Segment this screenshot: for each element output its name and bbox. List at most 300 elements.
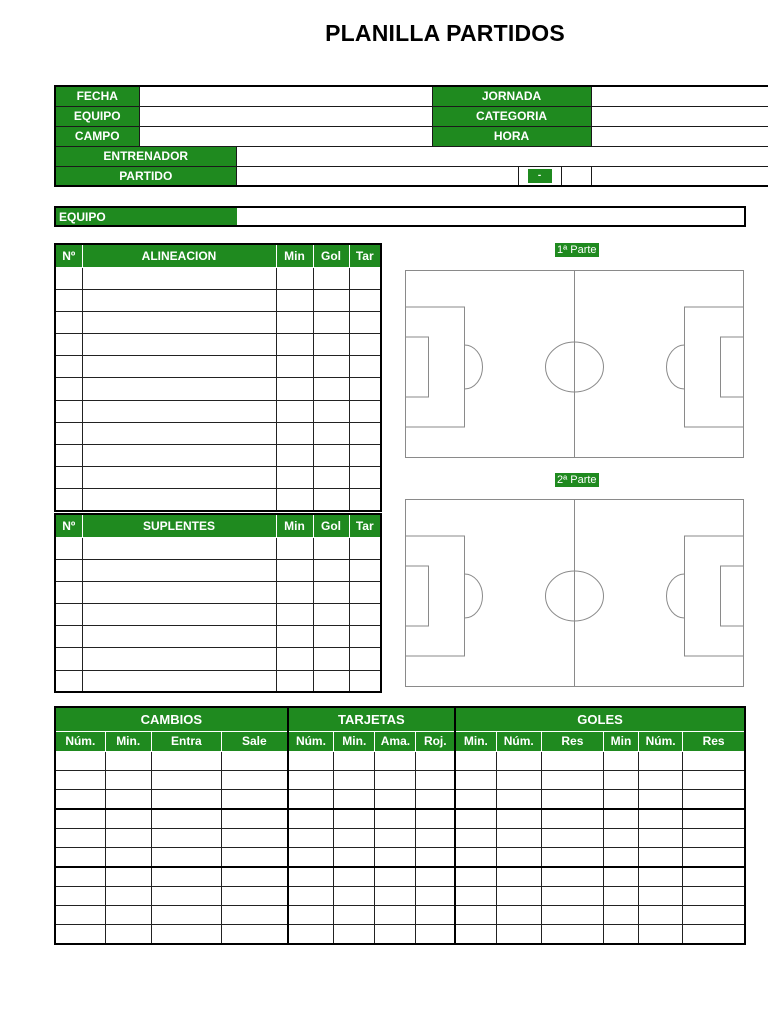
lineup-cell[interactable] — [313, 467, 349, 489]
substitutes-cell[interactable] — [82, 626, 276, 648]
lineup-cell[interactable] — [313, 267, 349, 289]
events-cell[interactable] — [375, 925, 416, 944]
lineup-cell[interactable] — [349, 267, 381, 289]
lineup-cell[interactable] — [313, 445, 349, 467]
goles-header: GOLES — [455, 707, 745, 731]
events-cell[interactable] — [455, 770, 496, 789]
partido-score-field[interactable] — [561, 166, 591, 186]
events-cell[interactable] — [334, 867, 375, 886]
match-info-table — [54, 85, 768, 187]
substitutes-cell[interactable] — [55, 648, 82, 670]
fecha-label: FECHA — [55, 86, 139, 106]
events-row — [55, 905, 745, 924]
events-col-header: Entra — [151, 731, 221, 751]
events-cell[interactable] — [105, 790, 151, 809]
lineup-cell[interactable] — [55, 445, 82, 467]
score-separator-cell — [518, 166, 561, 186]
categoria-field[interactable] — [591, 106, 768, 126]
lineup-cell[interactable] — [349, 356, 381, 378]
events-cell[interactable] — [55, 828, 105, 847]
fecha-field[interactable] — [139, 86, 432, 106]
events-cell[interactable] — [55, 847, 105, 866]
events-cell[interactable] — [455, 828, 496, 847]
lineup-cell[interactable] — [349, 378, 381, 400]
partido-home-field[interactable] — [236, 166, 518, 186]
events-cell[interactable] — [416, 809, 455, 828]
lineup-row — [55, 445, 381, 467]
substitutes-cell[interactable] — [55, 537, 82, 559]
events-cell[interactable] — [334, 790, 375, 809]
events-cell[interactable] — [55, 770, 105, 789]
events-cell[interactable] — [496, 905, 541, 924]
subs-header-name: SUPLENTES — [82, 514, 276, 537]
substitutes-cell[interactable] — [313, 581, 349, 603]
events-cell[interactable] — [683, 867, 745, 886]
substitutes-cell[interactable] — [276, 604, 313, 626]
lineup-cell[interactable] — [82, 445, 276, 467]
events-row — [55, 828, 745, 847]
events-row — [55, 770, 745, 789]
substitutes-cell[interactable] — [82, 604, 276, 626]
events-cell[interactable] — [288, 751, 334, 770]
lineup-cell[interactable] — [276, 400, 313, 422]
lineup-header-name: ALINEACION — [82, 244, 276, 267]
events-cell[interactable] — [639, 867, 683, 886]
substitutes-cell[interactable] — [313, 537, 349, 559]
events-cell[interactable] — [455, 886, 496, 905]
events-cell[interactable] — [105, 847, 151, 866]
lineup-cell[interactable] — [55, 289, 82, 311]
events-cell[interactable] — [334, 886, 375, 905]
events-cell[interactable] — [603, 809, 638, 828]
lineup-cell[interactable] — [313, 334, 349, 356]
entrenador-field[interactable] — [236, 146, 768, 166]
substitutes-cell[interactable] — [276, 670, 313, 692]
partido-away-field[interactable] — [591, 166, 768, 186]
events-cell[interactable] — [221, 886, 287, 905]
substitutes-cell[interactable] — [313, 648, 349, 670]
lineup-cell[interactable] — [313, 422, 349, 444]
substitutes-cell[interactable] — [349, 604, 381, 626]
lineup-cell[interactable] — [313, 400, 349, 422]
lineup-header-gol: Gol — [313, 244, 349, 267]
events-cell[interactable] — [288, 809, 334, 828]
events-cell[interactable] — [683, 886, 745, 905]
events-cell[interactable] — [455, 751, 496, 770]
pitch-diagram — [405, 270, 744, 458]
substitutes-cell[interactable] — [276, 537, 313, 559]
lineup-cell[interactable] — [55, 378, 82, 400]
lineup-cell[interactable] — [276, 311, 313, 333]
lineup-cell[interactable] — [349, 445, 381, 467]
events-cell[interactable] — [639, 886, 683, 905]
lineup-cell[interactable] — [349, 467, 381, 489]
events-cell[interactable] — [55, 809, 105, 828]
events-cell[interactable] — [288, 925, 334, 944]
events-cell[interactable] — [683, 828, 745, 847]
events-cell[interactable] — [375, 809, 416, 828]
substitutes-cell[interactable] — [82, 537, 276, 559]
hora-label: HORA — [432, 126, 591, 146]
events-cell[interactable] — [375, 905, 416, 924]
events-cell[interactable] — [639, 751, 683, 770]
events-cell[interactable] — [151, 770, 221, 789]
events-cell[interactable] — [416, 751, 455, 770]
events-cell[interactable] — [221, 828, 287, 847]
events-col-header: Núm. — [496, 731, 541, 751]
lineup-cell[interactable] — [82, 356, 276, 378]
first-half-field[interactable] — [405, 270, 744, 458]
subs-header-tar: Tar — [349, 514, 381, 537]
tarjetas-header: TARJETAS — [288, 707, 455, 731]
lineup-table — [54, 243, 382, 512]
lineup-cell[interactable] — [349, 289, 381, 311]
lineup-row — [55, 422, 381, 444]
events-cell[interactable] — [221, 770, 287, 789]
lineup-cell[interactable] — [55, 400, 82, 422]
events-cell[interactable] — [683, 770, 745, 789]
jornada-label: JORNADA — [432, 86, 591, 106]
lineup-cell[interactable] — [313, 356, 349, 378]
events-cell[interactable] — [334, 809, 375, 828]
events-cell[interactable] — [496, 867, 541, 886]
lineup-cell[interactable] — [349, 422, 381, 444]
events-col-header: Roj. — [416, 731, 455, 751]
events-cell[interactable] — [375, 828, 416, 847]
events-col-header: Núm. — [288, 731, 334, 751]
lineup-cell[interactable] — [82, 489, 276, 511]
partido-label: PARTIDO — [55, 166, 236, 186]
events-cell[interactable] — [639, 925, 683, 944]
events-cell[interactable] — [55, 886, 105, 905]
events-cell[interactable] — [541, 886, 603, 905]
events-cell[interactable] — [496, 751, 541, 770]
events-cell[interactable] — [496, 925, 541, 944]
events-cell[interactable] — [151, 847, 221, 866]
events-cell[interactable] — [151, 751, 221, 770]
events-cell[interactable] — [639, 847, 683, 866]
substitutes-cell[interactable] — [313, 604, 349, 626]
events-cell[interactable] — [603, 770, 638, 789]
events-col-header: Núm. — [639, 731, 683, 751]
events-cell[interactable] — [334, 770, 375, 789]
campo-field[interactable] — [139, 126, 432, 146]
lineup-cell[interactable] — [276, 334, 313, 356]
events-cell[interactable] — [683, 790, 745, 809]
events-col-header: Núm. — [55, 731, 105, 751]
events-cell[interactable] — [683, 809, 745, 828]
substitutes-cell[interactable] — [55, 559, 82, 581]
lineup-header-tar: Tar — [349, 244, 381, 267]
substitutes-row — [55, 559, 381, 581]
events-cell[interactable] — [416, 790, 455, 809]
lineup-row — [55, 289, 381, 311]
events-cell[interactable] — [334, 905, 375, 924]
substitutes-cell[interactable] — [349, 559, 381, 581]
substitutes-cell[interactable] — [276, 559, 313, 581]
lineup-cell[interactable] — [82, 400, 276, 422]
events-cell[interactable] — [416, 847, 455, 866]
events-cell[interactable] — [541, 770, 603, 789]
lineup-cell[interactable] — [55, 422, 82, 444]
events-cell[interactable] — [541, 809, 603, 828]
events-cell[interactable] — [105, 925, 151, 944]
events-cell[interactable] — [455, 790, 496, 809]
events-cell[interactable] — [221, 809, 287, 828]
lineup-cell[interactable] — [55, 489, 82, 511]
lineup-cell[interactable] — [82, 334, 276, 356]
lineup-cell[interactable] — [55, 267, 82, 289]
lineup-row — [55, 489, 381, 511]
substitutes-cell[interactable] — [276, 648, 313, 670]
substitutes-cell[interactable] — [55, 670, 82, 692]
events-cell[interactable] — [455, 847, 496, 866]
events-cell[interactable] — [603, 867, 638, 886]
events-cell[interactable] — [288, 770, 334, 789]
events-cell[interactable] — [221, 790, 287, 809]
subs-header-gol: Gol — [313, 514, 349, 537]
lineup-cell[interactable] — [82, 467, 276, 489]
events-cell[interactable] — [151, 867, 221, 886]
subs-header-num: Nº — [55, 514, 82, 537]
substitutes-cell[interactable] — [349, 581, 381, 603]
lineup-cell[interactable] — [82, 289, 276, 311]
lineup-cell[interactable] — [82, 267, 276, 289]
events-cell[interactable] — [334, 751, 375, 770]
lineup-row — [55, 334, 381, 356]
lineup-cell[interactable] — [276, 489, 313, 511]
jornada-field[interactable] — [591, 86, 768, 106]
lineup-cell[interactable] — [276, 445, 313, 467]
lineup-row — [55, 467, 381, 489]
events-cell[interactable] — [105, 809, 151, 828]
events-cell[interactable] — [151, 790, 221, 809]
events-cell[interactable] — [288, 886, 334, 905]
events-cell[interactable] — [603, 751, 638, 770]
substitutes-row — [55, 626, 381, 648]
substitutes-row — [55, 537, 381, 559]
events-cell[interactable] — [603, 828, 638, 847]
events-row — [55, 886, 745, 905]
events-cell[interactable] — [288, 867, 334, 886]
events-col-header: Min. — [334, 731, 375, 751]
substitutes-cell[interactable] — [55, 626, 82, 648]
events-cell[interactable] — [541, 828, 603, 847]
substitutes-cell[interactable] — [349, 670, 381, 692]
events-cell[interactable] — [288, 790, 334, 809]
events-cell[interactable] — [375, 867, 416, 886]
lineup-cell[interactable] — [349, 400, 381, 422]
events-cell[interactable] — [221, 847, 287, 866]
events-cell[interactable] — [221, 751, 287, 770]
lineup-row — [55, 378, 381, 400]
events-cell[interactable] — [683, 751, 745, 770]
events-cell[interactable] — [105, 751, 151, 770]
events-cell[interactable] — [55, 751, 105, 770]
substitutes-cell[interactable] — [55, 581, 82, 603]
events-table — [54, 706, 746, 945]
lineup-cell[interactable] — [313, 489, 349, 511]
lineup-cell[interactable] — [313, 378, 349, 400]
events-cell[interactable] — [416, 770, 455, 789]
events-cell[interactable] — [416, 905, 455, 924]
events-col-header: Sale — [221, 731, 287, 751]
lineup-row — [55, 356, 381, 378]
equipo-field[interactable] — [139, 106, 432, 126]
events-row — [55, 809, 745, 828]
events-cell[interactable] — [496, 828, 541, 847]
events-cell[interactable] — [639, 809, 683, 828]
events-col-header: Res — [683, 731, 745, 751]
substitutes-cell[interactable] — [313, 559, 349, 581]
events-cell[interactable] — [105, 886, 151, 905]
lineup-cell[interactable] — [55, 334, 82, 356]
events-cell[interactable] — [639, 770, 683, 789]
substitutes-cell[interactable] — [82, 559, 276, 581]
events-col-header: Res — [541, 731, 603, 751]
events-cell[interactable] — [375, 751, 416, 770]
substitutes-cell[interactable] — [82, 670, 276, 692]
events-cell[interactable] — [221, 925, 287, 944]
lineup-cell[interactable] — [276, 422, 313, 444]
events-cell[interactable] — [375, 847, 416, 866]
events-cell[interactable] — [496, 809, 541, 828]
events-cell[interactable] — [151, 905, 221, 924]
events-cell[interactable] — [334, 828, 375, 847]
events-cell[interactable] — [55, 925, 105, 944]
team-bar — [54, 206, 746, 227]
substitutes-table — [54, 513, 382, 693]
events-cell[interactable] — [105, 770, 151, 789]
substitutes-cell[interactable] — [276, 581, 313, 603]
events-cell[interactable] — [416, 867, 455, 886]
events-cell[interactable] — [151, 925, 221, 944]
events-cell[interactable] — [455, 809, 496, 828]
lineup-cell[interactable] — [82, 378, 276, 400]
events-cell[interactable] — [221, 905, 287, 924]
events-cell[interactable] — [55, 905, 105, 924]
events-cell[interactable] — [603, 925, 638, 944]
substitutes-cell[interactable] — [313, 626, 349, 648]
lineup-cell[interactable] — [82, 311, 276, 333]
substitutes-row — [55, 581, 381, 603]
lineup-cell[interactable] — [276, 289, 313, 311]
events-cell[interactable] — [603, 886, 638, 905]
events-cell[interactable] — [541, 790, 603, 809]
events-cell[interactable] — [151, 809, 221, 828]
events-cell[interactable] — [375, 770, 416, 789]
subs-header-min: Min — [276, 514, 313, 537]
substitutes-cell[interactable] — [349, 626, 381, 648]
events-cell[interactable] — [541, 751, 603, 770]
lineup-cell[interactable] — [313, 311, 349, 333]
hora-field[interactable] — [591, 126, 768, 146]
lineup-cell[interactable] — [276, 378, 313, 400]
substitutes-cell[interactable] — [276, 626, 313, 648]
events-cell[interactable] — [541, 905, 603, 924]
substitutes-cell[interactable] — [313, 670, 349, 692]
pitch-diagram — [405, 499, 744, 687]
events-cell[interactable] — [416, 886, 455, 905]
events-cell[interactable] — [496, 847, 541, 866]
events-cell[interactable] — [334, 925, 375, 944]
events-cell[interactable] — [288, 905, 334, 924]
lineup-cell[interactable] — [55, 311, 82, 333]
second-half-field[interactable] — [405, 499, 744, 687]
events-cell[interactable] — [496, 790, 541, 809]
substitutes-cell[interactable] — [55, 604, 82, 626]
events-cell[interactable] — [541, 847, 603, 866]
events-cell[interactable] — [683, 925, 745, 944]
lineup-cell[interactable] — [55, 356, 82, 378]
lineup-cell[interactable] — [349, 334, 381, 356]
substitutes-cell[interactable] — [82, 648, 276, 670]
score-separator: - — [528, 169, 552, 183]
substitutes-cell[interactable] — [349, 537, 381, 559]
events-cell[interactable] — [683, 847, 745, 866]
events-cell[interactable] — [416, 828, 455, 847]
events-cell[interactable] — [496, 770, 541, 789]
page-title: PLANILLA PARTIDOS — [325, 20, 565, 46]
events-cell[interactable] — [221, 867, 287, 886]
events-cell[interactable] — [683, 905, 745, 924]
events-cell[interactable] — [334, 847, 375, 866]
events-row — [55, 925, 745, 944]
substitutes-cell[interactable] — [349, 648, 381, 670]
substitutes-cell[interactable] — [82, 581, 276, 603]
events-cell[interactable] — [55, 790, 105, 809]
events-cell[interactable] — [105, 828, 151, 847]
events-cell[interactable] — [375, 790, 416, 809]
lineup-cell[interactable] — [55, 467, 82, 489]
events-cell[interactable] — [496, 886, 541, 905]
categoria-label: CATEGORIA — [432, 106, 591, 126]
events-cell[interactable] — [639, 790, 683, 809]
events-cell[interactable] — [541, 925, 603, 944]
events-cell[interactable] — [375, 886, 416, 905]
events-cell[interactable] — [603, 847, 638, 866]
second-half-label: 2ª Parte — [557, 474, 597, 486]
events-cell[interactable] — [151, 886, 221, 905]
lineup-cell[interactable] — [276, 467, 313, 489]
events-cell[interactable] — [455, 867, 496, 886]
events-cell[interactable] — [603, 905, 638, 924]
team-bar-field[interactable] — [237, 207, 745, 226]
events-cell[interactable] — [639, 905, 683, 924]
events-cell[interactable] — [639, 828, 683, 847]
events-cell[interactable] — [105, 905, 151, 924]
team-bar-label: EQUIPO — [55, 207, 237, 226]
events-cell[interactable] — [288, 828, 334, 847]
lineup-cell[interactable] — [349, 311, 381, 333]
lineup-cell[interactable] — [276, 267, 313, 289]
lineup-cell[interactable] — [82, 422, 276, 444]
events-cell[interactable] — [416, 925, 455, 944]
substitutes-row — [55, 648, 381, 670]
lineup-cell[interactable] — [349, 489, 381, 511]
events-cell[interactable] — [541, 867, 603, 886]
events-cell[interactable] — [455, 905, 496, 924]
events-cell[interactable] — [151, 828, 221, 847]
events-cell[interactable] — [288, 847, 334, 866]
events-cell[interactable] — [105, 867, 151, 886]
lineup-row — [55, 267, 381, 289]
lineup-cell[interactable] — [313, 289, 349, 311]
lineup-cell[interactable] — [276, 356, 313, 378]
events-cell[interactable] — [55, 867, 105, 886]
events-cell[interactable] — [603, 790, 638, 809]
events-cell[interactable] — [455, 925, 496, 944]
